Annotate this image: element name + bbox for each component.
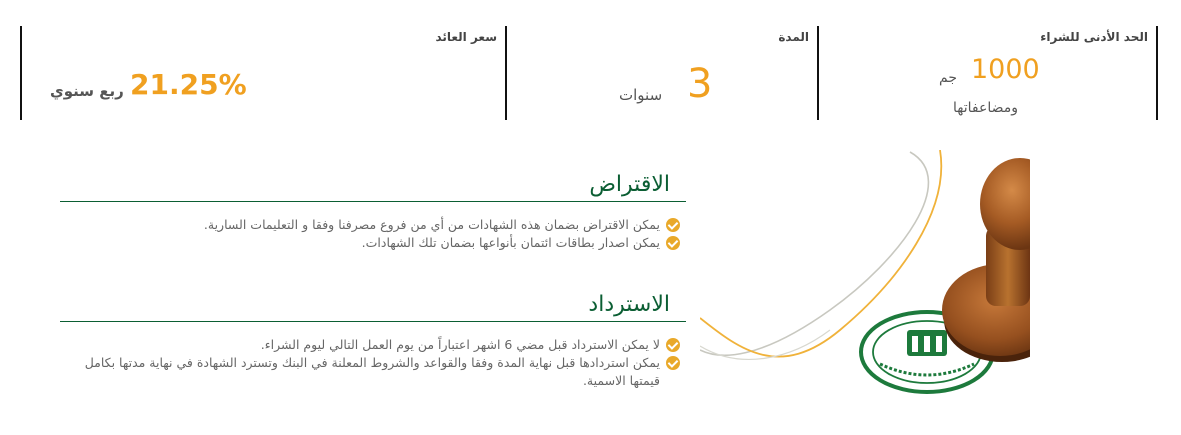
duration-title: المدة <box>778 30 809 44</box>
check-icon <box>666 236 680 250</box>
lending-divider <box>60 201 686 202</box>
list-item-text: لا يمكن الاسترداد قبل مضي 6 اشهر اعتباراً من يوم العمل التالي ليوم الشراء. <box>260 337 660 352</box>
lending-heading: الاقتراض <box>589 172 670 197</box>
list-item <box>60 216 680 234</box>
list-item-text: يمكن اصدار بطاقات ائتمان بأنواعها بضمان تلك الشهادات. <box>361 235 660 250</box>
redemption-section <box>60 290 686 390</box>
return-rate-box <box>20 26 505 120</box>
check-icon <box>666 218 680 232</box>
check-icon <box>666 338 680 352</box>
lending-section <box>60 170 686 252</box>
redemption-divider <box>60 321 686 322</box>
min-purchase-value: 1000 <box>971 54 1040 85</box>
redemption-list <box>60 336 686 390</box>
return-rate-title: سعر العائد <box>435 30 497 44</box>
lending-list <box>60 216 686 252</box>
min-purchase-box <box>817 26 1158 120</box>
return-rate-frequency: ربع سنوي <box>50 82 124 100</box>
min-purchase-note: ومضاعفاتها <box>953 100 1018 116</box>
list-item-text: يمكن استردادها قبل نهاية المدة وفقا والقواعد والشروط المعلنة في البنك وتسترد الشهادة في نهاية مدتها بكامل قيمتها الاسمية. <box>84 355 660 388</box>
min-purchase-title: الحد الأدنى للشراء <box>1040 30 1148 44</box>
min-purchase-currency: جم <box>939 70 957 86</box>
return-rate-value: 21.25% <box>130 68 247 101</box>
stamp-icon <box>700 150 1030 410</box>
duration-value: 3 <box>687 61 713 107</box>
duration-unit: سنوات <box>619 86 663 104</box>
redemption-heading: الاسترداد <box>588 292 670 317</box>
list-item-text: يمكن الاقتراض بضمان هذه الشهادات من أي من فروع مصرفنا وفقا و التعليمات السارية. <box>203 217 660 232</box>
list-item <box>60 234 680 252</box>
list-item <box>60 336 680 354</box>
stamp-illustration <box>700 150 1030 410</box>
duration-box <box>505 26 817 120</box>
list-item <box>60 354 680 390</box>
check-icon <box>666 356 680 370</box>
